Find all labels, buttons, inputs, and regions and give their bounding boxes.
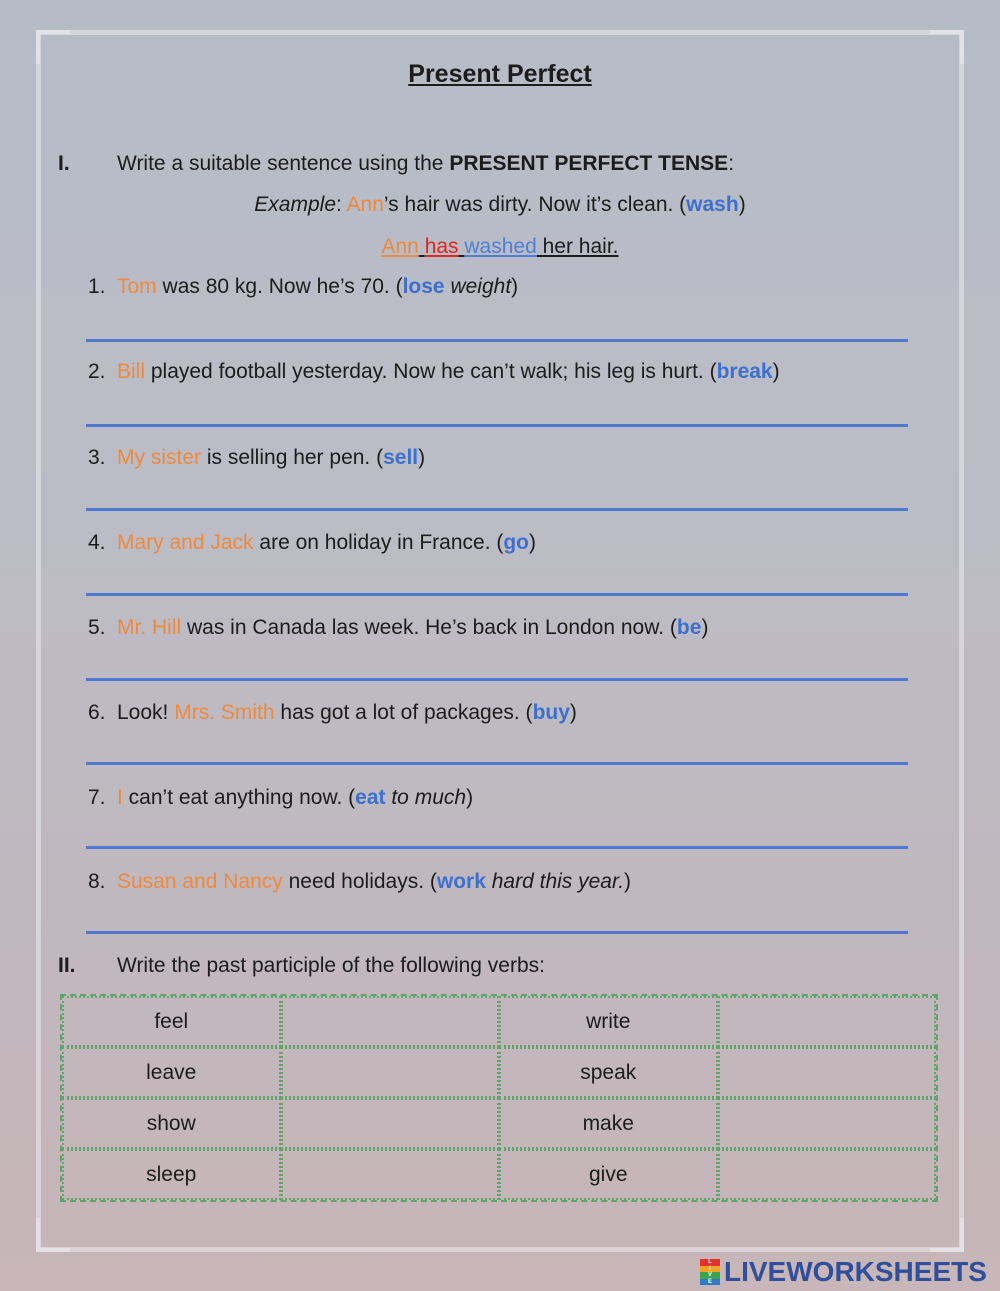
- border-corner: [930, 30, 964, 64]
- verb-cell: write: [499, 996, 718, 1047]
- table-row: [62, 996, 936, 1047]
- answer-cell[interactable]: [718, 1149, 937, 1200]
- answer-cell[interactable]: [718, 1098, 937, 1149]
- answer-cell[interactable]: [281, 996, 500, 1047]
- question-6: 6. Look! Mrs. Smith has got a lot of packages. (buy): [88, 701, 577, 724]
- question-3: 3. My sister is selling her pen. (sell): [88, 446, 426, 469]
- question-7: 7. I can’t eat anything now. (eat to much): [88, 786, 474, 809]
- question-5: 5. Mr. Hill was in Canada las week. He’s back in London now. (be): [88, 616, 709, 639]
- example-answer: Ann has washed her hair.: [381, 235, 619, 258]
- question-1: 1. Tom was 80 kg. Now he’s 70. (lose weight): [88, 275, 519, 298]
- table-row: [62, 1149, 936, 1200]
- border-corner: [36, 1218, 70, 1252]
- answer-cell[interactable]: [718, 1047, 937, 1098]
- verb-cell: speak: [499, 1047, 718, 1098]
- answer-cell[interactable]: [281, 1098, 500, 1149]
- table-row: [62, 1098, 936, 1149]
- section-2-instruction: Write the past participle of the following verbs:: [117, 954, 545, 977]
- answer-line-4[interactable]: [86, 593, 908, 596]
- answer-line-3[interactable]: [86, 508, 908, 511]
- page-title: Present Perfect: [408, 60, 592, 88]
- liveworksheets-logo: L I V E LIVEWORKSHEETS: [700, 1256, 987, 1288]
- section-1-number: I.: [58, 152, 70, 175]
- answer-line-5[interactable]: [86, 678, 908, 681]
- answer-line-8[interactable]: [86, 931, 908, 934]
- verb-cell: show: [62, 1098, 281, 1149]
- verb-cell: give: [499, 1149, 718, 1200]
- table-row: [62, 1047, 936, 1098]
- section-1-instruction: Write a suitable sentence using the PRESENT PERFECT TENSE:: [117, 152, 735, 175]
- answer-line-6[interactable]: [86, 762, 908, 765]
- border-corner: [930, 1218, 964, 1252]
- verbs-table: [60, 994, 938, 1202]
- answer-line-1[interactable]: [86, 339, 908, 342]
- verb-cell: leave: [62, 1047, 281, 1098]
- question-4: 4. Mary and Jack are on holiday in France. (go): [88, 531, 537, 554]
- border-corner: [36, 30, 70, 64]
- answer-cell[interactable]: [281, 1149, 500, 1200]
- verb-cell: feel: [62, 996, 281, 1047]
- answer-cell[interactable]: [718, 996, 937, 1047]
- question-2: 2. Bill played football yesterday. Now he can’t walk; his leg is hurt. (break): [88, 360, 780, 383]
- verb-cell: sleep: [62, 1149, 281, 1200]
- example-sentence: Example: Ann’s hair was dirty. Now it’s clean. (wash): [254, 193, 746, 216]
- liveworksheets-logo-icon: L I V E: [700, 1259, 720, 1285]
- answer-cell[interactable]: [281, 1047, 500, 1098]
- answer-line-7[interactable]: [86, 846, 908, 849]
- section-2-number: II.: [58, 954, 76, 977]
- question-8: 8. Susan and Nancy need holidays. (work hard this year.): [88, 870, 632, 893]
- verb-cell: make: [499, 1098, 718, 1149]
- answer-line-2[interactable]: [86, 424, 908, 427]
